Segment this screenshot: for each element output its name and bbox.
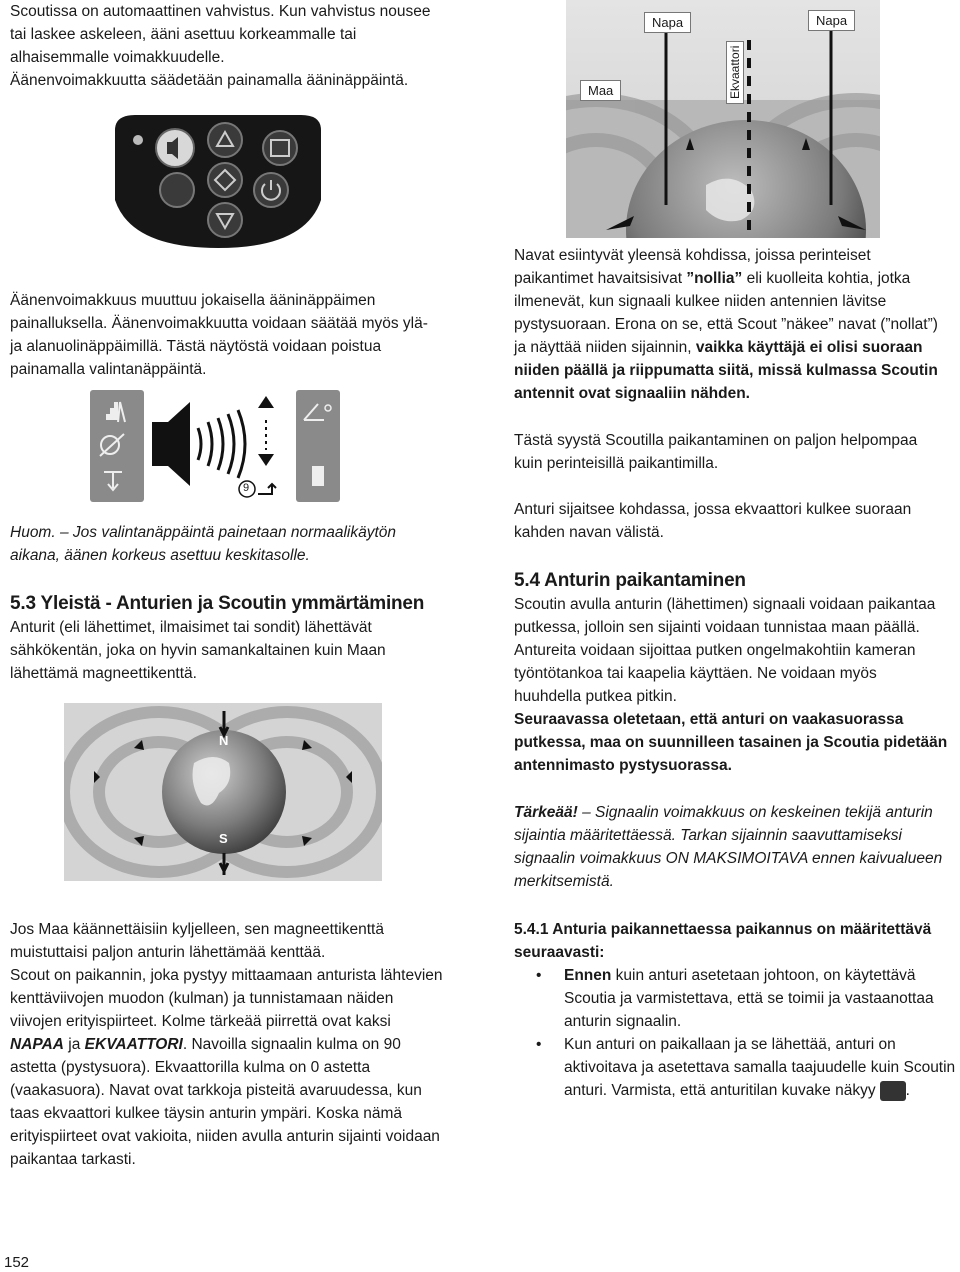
text-line: Anturi sijaitsee kohdassa, jossa ekvaattori kulkee suoraan — [514, 501, 912, 518]
section-5-4 — [514, 569, 960, 777]
text-fragment: – Signaalin voimakkuus on keskeinen tekijä anturin — [577, 804, 933, 821]
intro-line: alhaisemmalle voimakkuudelle. — [10, 49, 225, 66]
text-line — [514, 267, 960, 290]
text-fragment: ja näyttää niiden sijainnin, — [514, 339, 696, 356]
intro-line: Äänenvoimakkuutta säädetään painamalla ääninäppäintä. — [10, 72, 409, 89]
bold-fragment: vaikka käyttäjä ei olisi suoraan — [695, 339, 923, 356]
section-line: sähkökentän, joka on hyvin samankaltainen kuin Maan — [10, 642, 386, 659]
text-line: taas ekvaattori kulkee täysin anturin ympäri. Koska nämä — [10, 1105, 402, 1122]
text-line: Jos Maa käännettäisiin kyljelleen, sen magneettikenttä — [10, 921, 384, 938]
text-line: Tästä syystä Scoutilla paikantaminen on paljon helpompaa — [514, 432, 918, 449]
earth-field-illustration — [566, 0, 880, 238]
list-item — [514, 964, 960, 1033]
up-arrow-button-icon — [208, 123, 242, 157]
equator-label: Ekvaattori — [726, 41, 744, 104]
text-line: (vaakasuora). Navat ovat tarkkoja pisteitä avaruudessa, kun — [10, 1082, 422, 1099]
volume-level-number: 9 — [243, 482, 250, 494]
text-line: antennit ovat signaaliin nähden. — [514, 385, 750, 402]
important-label: Tärkeää! — [514, 804, 578, 821]
section-5-4-1 — [514, 918, 960, 1102]
text-line: huuhdella putkea pitkin. — [514, 688, 677, 705]
note-line: aikana, äänen korkeus asettuu keskitasolle. — [10, 547, 310, 564]
text-line: Antureita voidaan sijoittaa putken ongelmakohtiin kameran — [514, 642, 916, 659]
text-line: viivojen erityispiirteet. Kolme tärkeää piirrettä ovat kaksi — [10, 1013, 391, 1030]
text-line: kuin perinteisillä paikantimilla. — [514, 455, 719, 472]
section-5-3 — [10, 592, 480, 685]
note-label: Huom. — [10, 524, 56, 541]
text-line — [10, 1033, 485, 1056]
sonde-mode-icon — [880, 1081, 906, 1101]
text-line: Scoutin avulla anturin (lähettimen) signaali voidaan paikantaa — [514, 596, 936, 613]
bottom-left-text — [10, 918, 485, 1171]
text-line: Scout on paikannin, joka pystyy mittaamaan anturista lähtevien — [10, 967, 443, 984]
earth-label: Maa — [580, 80, 621, 101]
globe-field-illustration — [64, 703, 382, 881]
text-line — [514, 801, 960, 824]
subsection-heading: seuraavasti: — [514, 944, 605, 961]
text-fragment: aktivoitava ja asetettava samalla taajuudelle kuin Scoutin — [564, 1059, 956, 1076]
text-fragment: Scoutia ja varmistettava, että se toimii ja vastaanottaa — [564, 990, 934, 1007]
north-pole-label: N — [219, 733, 229, 748]
text-fragment: paikantimet havaitsisivat — [514, 270, 687, 287]
select-button-icon — [208, 163, 242, 197]
list-item — [514, 1033, 960, 1102]
volume-line: ja alanuolinäppäimillä. Tästä näytöstä voidaan poistua — [10, 338, 382, 355]
pole-label: Napa — [808, 10, 855, 31]
volume-screen-figure — [90, 390, 340, 502]
text-line: kahden navan välistä. — [514, 524, 664, 541]
napaa-term: NAPAA — [10, 1036, 64, 1053]
right-column-p2 — [514, 429, 960, 475]
text-line: sijaintia määritettäessä. Tarkan sijainnin saavuttamiseksi — [514, 827, 902, 844]
text-line: ilmenevät, kun signaali kulkee niiden antennien lävitse — [514, 293, 887, 310]
volume-line: painamalla valintanäppäintä. — [10, 361, 207, 378]
volume-line: painalluksella. Äänenvoimakkuutta voidaan säätää myös ylä- — [10, 315, 428, 332]
keypad-illustration — [115, 110, 321, 250]
intro-text — [10, 0, 480, 92]
frequency-button-icon — [160, 173, 194, 207]
text-fragment: Kun anturi on paikallaan ja se lähettää, anturi on — [564, 1036, 896, 1053]
ekvaattori-term: EKVAATTORI — [84, 1036, 183, 1053]
text-line: paikantaa tarkasti. — [10, 1151, 136, 1168]
text-fragment: . — [905, 1082, 910, 1099]
text-line: työntötankoa tai kaapelia käyttäen. Ne voidaan myös — [514, 665, 877, 682]
text-line: muistuttaisi paljon anturin lähettämää kenttää. — [10, 944, 326, 961]
text-line: putkessa, jolloin sen sijainti voidaan tunnistaa maan päällä. — [514, 619, 920, 636]
menu-button-icon — [263, 131, 297, 165]
earth-field-figure — [566, 0, 880, 238]
text-fragment: eli kuolleita kohtia, jotka — [742, 270, 911, 287]
globe-field-figure — [64, 703, 382, 881]
important-note — [514, 801, 960, 893]
text-line: erityispiirteet ovat vakioita, niiden avulla anturin sijainti voidaan — [10, 1128, 440, 1145]
text-line: merkitsemistä. — [514, 873, 614, 890]
text-fragment: kuin anturi asetetaan johtoon, on käytettävä — [611, 967, 916, 984]
intro-line: tai laskee askeleen, ääni asettuu korkeammalle tai — [10, 26, 357, 43]
text-line: Seuraavassa oletetaan, että anturi on vaakasuorassa — [514, 711, 904, 728]
text-line: antennimasto pystysuorassa. — [514, 757, 732, 774]
down-arrow-button-icon — [208, 203, 242, 237]
right-column-p1 — [514, 244, 960, 405]
nollia-term: ”nollia” — [686, 270, 743, 287]
text-line: pystysuoraan. Erona on se, että Scout ”näkee” navat (”nollat”) — [514, 316, 938, 333]
pole-label: Napa — [644, 12, 691, 33]
right-column-p3 — [514, 498, 960, 544]
section-heading: 5.3 Yleistä - Anturien ja Scoutin ymmärtäminen — [10, 593, 425, 614]
text-fragment: ja — [63, 1036, 85, 1053]
volume-line: Äänenvoimakkuus muuttuu jokaisella ääninäppäimen — [10, 292, 376, 309]
section-line: lähettämä magneettikenttä. — [10, 665, 197, 682]
intro-line: Scoutissa on automaattinen vahvistus. Kun vahvistus nousee — [10, 3, 431, 20]
text-fragment: anturin signaalin. — [564, 1013, 682, 1030]
bullet-list — [514, 964, 960, 1102]
text-line: Navat esiintyvät yleensä kohdissa, joissa perinteiset — [514, 247, 871, 264]
page-number: 152 — [4, 1254, 30, 1271]
volume-text — [10, 289, 480, 381]
note-body: – Jos valintanäppäintä painetaan normaalikäytön — [55, 524, 397, 541]
text-line: kenttäviivojen muodon (kulman) ja tunnistamaan näiden — [10, 990, 394, 1007]
text-line: signaalin voimakkuus ON MAKSIMOITAVA ennen kaivualueen — [514, 850, 943, 867]
text-fragment: . Navoilla signaalin kulma on 90 — [182, 1036, 401, 1053]
bold-fragment: Ennen — [564, 967, 612, 984]
keypad-figure — [115, 110, 321, 250]
note-text — [10, 521, 480, 567]
text-line — [514, 336, 960, 359]
text-line: niiden päällä ja riippumatta siitä, missä kulmassa Scoutin — [514, 362, 938, 379]
text-line: putkessa, maa on suunnilleen tasainen ja Scoutia pidetään — [514, 734, 948, 751]
text-fragment: anturi. Varmista, että anturitilan kuvake näkyy — [564, 1082, 876, 1099]
south-pole-label: S — [219, 831, 228, 846]
volume-screen-illustration — [90, 390, 340, 502]
subsection-heading: 5.4.1 Anturia paikannettaessa paikannus on määritettävä — [514, 921, 932, 938]
section-line: Anturit (eli lähettimet, ilmaisimet tai sondit) lähettävät — [10, 619, 372, 636]
text-line: astetta (pystysuora). Ekvaattorilla kulma on 0 astetta — [10, 1059, 371, 1076]
section-heading: 5.4 Anturin paikantaminen — [514, 570, 746, 591]
